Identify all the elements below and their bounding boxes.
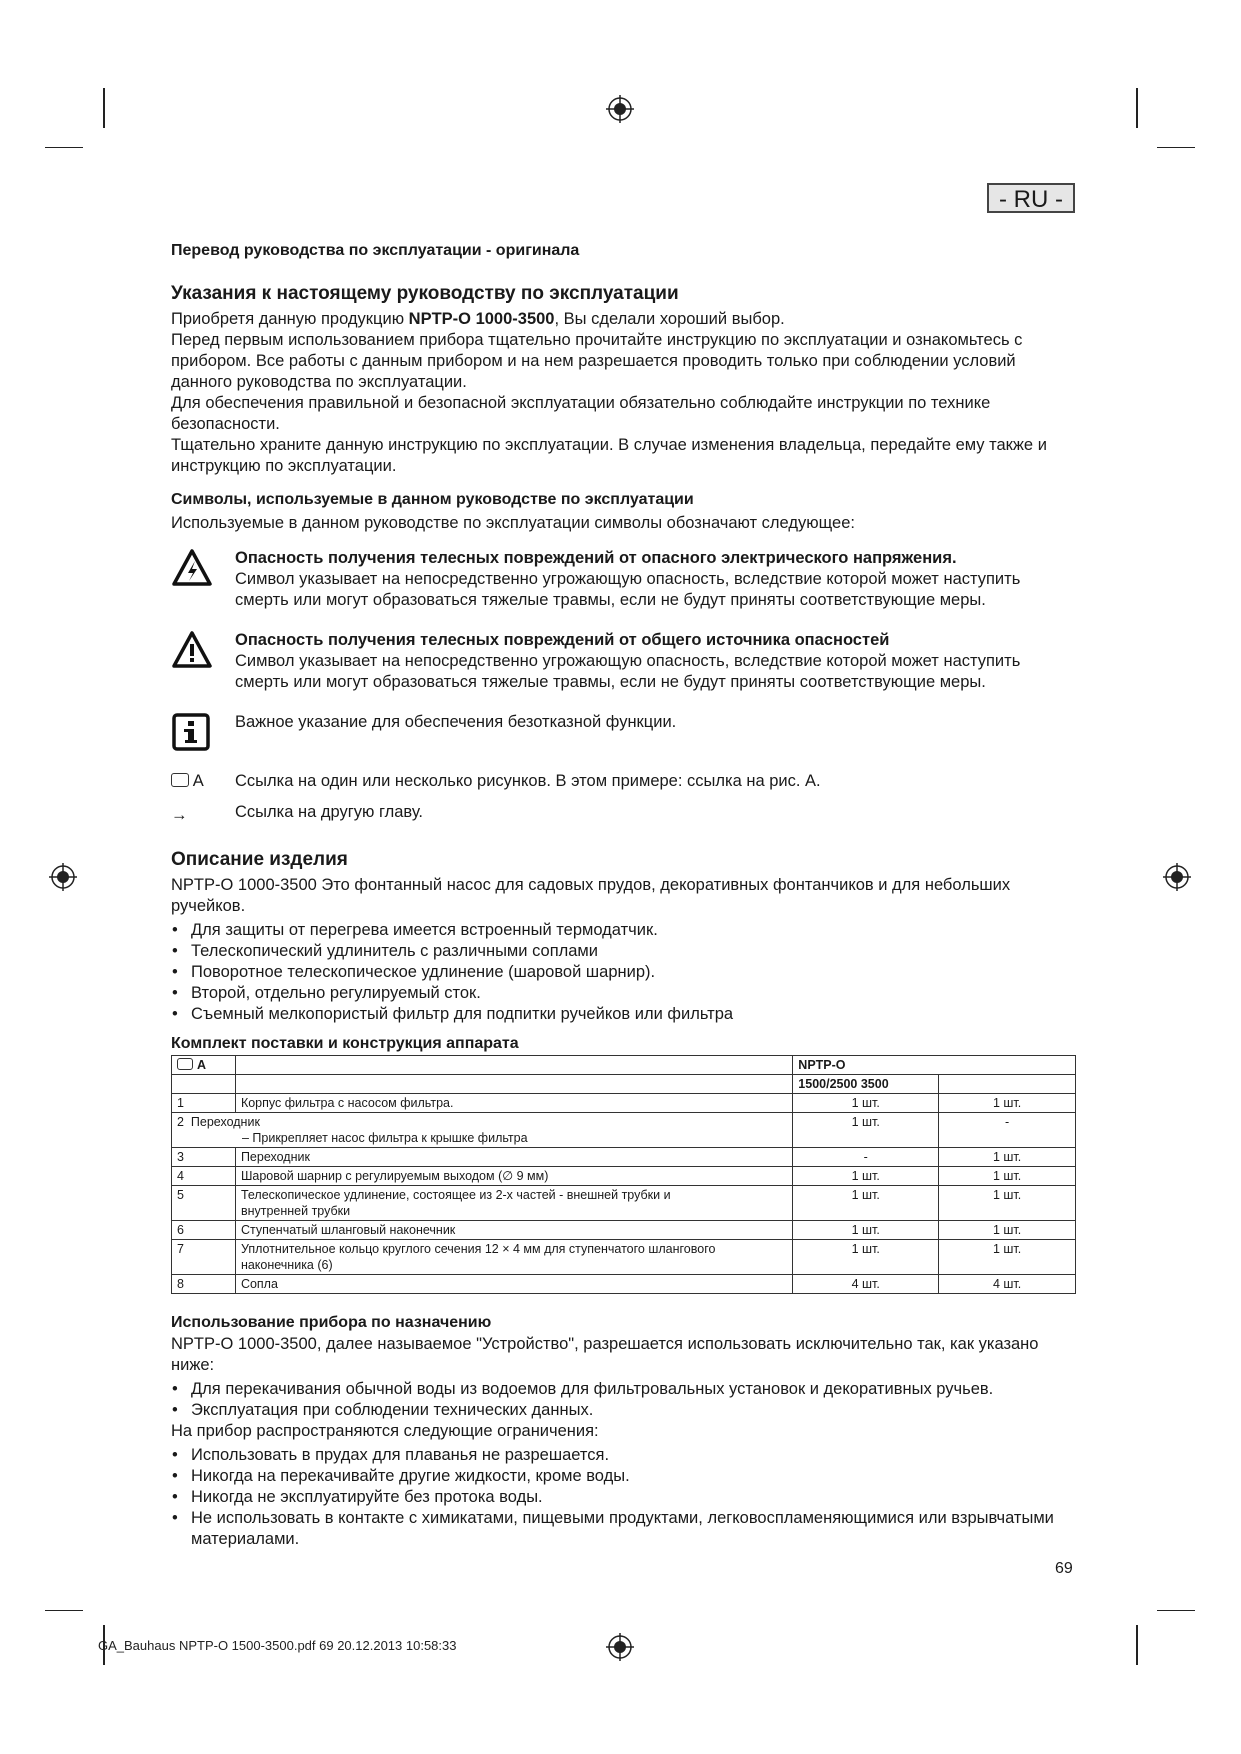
section-description: [171, 848, 1076, 1025]
list-item: • Телескопический удлинитель с различными соплами: [191, 941, 1076, 962]
notes-paragraph: Для обеспечения правильной и безопасной эксплуатации обязательно соблюдайте инструкции по технике безопасности.: [171, 394, 991, 433]
document-title: Перевод руководства по эксплуатации - оригинала: [171, 242, 580, 259]
symbol-text: Важное указание для обеспечения безотказной функции.: [235, 713, 677, 731]
section-usage: [171, 1312, 1076, 1550]
registration-mark-icon: [48, 862, 78, 892]
description-heading: Описание изделия: [171, 849, 348, 870]
crop-mark: [1136, 1625, 1138, 1665]
crop-mark: [45, 147, 83, 148]
print-footer: GA_Bauhaus NPTP-O 1500-3500.pdf 69 20.12.2013 10:58:33: [98, 1638, 457, 1653]
crop-mark: [1157, 1610, 1195, 1611]
usage-list: [171, 1379, 1076, 1421]
symbol-row: [171, 630, 1076, 693]
table-row: 1 Корпус фильтра с насосом фильтра. 1 шт. 1 шт.: [172, 1094, 1076, 1113]
crop-mark: [1157, 147, 1195, 148]
table-row: 6 Ступенчатый шланговый наконечник 1 шт. 1 шт.: [172, 1221, 1076, 1240]
notes-paragraph: Перед первым использованием прибора тщательно прочитайте инструкцию по эксплуатации и ознакомьтесь с прибором. Все работы с данным прибором и на нем разрешается проводить только при соблюдении условий данного руководства по эксплуатации.: [171, 331, 1023, 391]
list-item: • Использовать в прудах для плаванья не разрешается.: [191, 1445, 1076, 1466]
info-icon: [171, 712, 211, 752]
usage-heading: Использование прибора по назначению: [171, 1314, 492, 1331]
notes-paragraph: Приобретя данную продукцию NPTP-O 1000-3500, Вы сделали хороший выбор.: [171, 310, 785, 328]
restrictions-list: [171, 1445, 1076, 1550]
usage-intro: NPTP-O 1000-3500, далее называемое "Устройство", разрешается использовать исключительно так, как указано ниже:: [171, 1335, 1039, 1374]
symbol-title: Опасность получения телесных повреждений от общего источника опасностей: [235, 631, 890, 649]
symbol-title: Опасность получения телесных повреждений от опасного электрического напряжения.: [235, 549, 957, 567]
list-item: • Никогда не эксплуатируйте без протока воды.: [191, 1487, 1076, 1508]
list-item: • Второй, отдельно регулируемый сток.: [191, 983, 1076, 1004]
section-supply: [171, 1033, 1076, 1294]
page-number: 69: [1055, 1560, 1073, 1577]
figure-ref-icon: [177, 1058, 193, 1070]
product-name: NPTP-O 1000-3500: [408, 310, 555, 328]
list-item: • Не использовать в контакте с химикатами, пищевыми продуктами, легковоспламеняющимися или взрывчатыми материалами.: [191, 1508, 1076, 1550]
symbols-intro: Используемые в данном руководстве по эксплуатации символы обозначают следующее:: [171, 514, 855, 532]
symbol-row: [171, 712, 1076, 757]
notes-paragraph: Тщательно храните данную инструкцию по эксплуатации. В случае изменения владельца, передайте ему также и инструкцию по эксплуатации.: [171, 436, 1047, 475]
symbol-row: [171, 802, 1076, 826]
crop-mark: [103, 88, 105, 128]
supply-heading: Комплект поставки и конструкция аппарата: [171, 1035, 519, 1052]
symbol-text: Символ указывает на непосредственно угрожающую опасность, вследствие которой может наступить смерть или могут образоваться тяжелые травмы, если не будут приняты соответствующие меры.: [235, 570, 1021, 609]
registration-mark-icon: [1162, 862, 1192, 892]
language-tag: - RU -: [987, 183, 1075, 213]
symbol-row: [171, 548, 1076, 611]
table-header-row: A NPTP-O: [172, 1056, 1076, 1075]
list-item: • Поворотное телескопическое удлинение (шаровой шарнир).: [191, 962, 1076, 983]
feature-list: [171, 920, 1076, 1025]
general-hazard-icon: [171, 630, 213, 670]
symbol-row: A Ссылка на один или несколько рисунков. В этом примере: ссылка на рис. А.: [171, 771, 1076, 792]
section-symbols: [171, 489, 1076, 826]
table-row: 2 Переходник – Прикрепляет насос фильтра к крышке фильтра 1 шт. -: [172, 1113, 1076, 1148]
sizes-header: 1500/2500 3500: [793, 1075, 939, 1094]
registration-mark-icon: [605, 94, 635, 124]
list-item: • Для перекачивания обычной воды из водоемов для фильтровальных установок и декоративных ручьев.: [191, 1379, 1076, 1400]
figure-ref-icon: [171, 773, 189, 787]
section-notes: [171, 282, 1076, 477]
arrow-right-icon: →: [171, 806, 188, 824]
symbol-text: Символ указывает на непосредственно угрожающую опасность, вследствие которой может наступить смерть или могут образоваться тяжелые травмы, если не будут приняты соответствующие меры.: [235, 652, 1021, 691]
model-header: NPTP-O: [793, 1056, 1076, 1075]
table-row: 7 Уплотнительное кольцо круглого сечения 12 × 4 мм для ступенчатого шлангового наконечника (6) 1 шт. 1 шт.: [172, 1240, 1076, 1275]
symbol-text: Ссылка на один или несколько рисунков. В этом примере: ссылка на рис. А.: [235, 772, 821, 790]
table-row: 5 Телескопическое удлинение, состоящее из 2-х частей - внешней трубки и внутренней трубки 1 шт. 1 шт.: [172, 1186, 1076, 1221]
table-row: 8 Сопла 4 шт. 4 шт.: [172, 1275, 1076, 1294]
electric-hazard-icon: [171, 548, 213, 588]
list-item: • Эксплуатация при соблюдении технических данных.: [191, 1400, 1076, 1421]
table-row: 4 Шаровой шарнир с регулируемым выходом (∅ 9 мм) 1 шт. 1 шт.: [172, 1167, 1076, 1186]
symbol-text: Ссылка на другую главу.: [235, 803, 424, 821]
list-item: • Для защиты от перегрева имеется встроенный термодатчик.: [191, 920, 1076, 941]
table-header-row: [172, 1075, 1076, 1094]
list-item: • Съемный мелкопористый фильтр для подпитки ручейков или фильтра: [191, 1004, 1076, 1025]
registration-mark-icon: [605, 1632, 635, 1662]
crop-mark: [45, 1610, 83, 1611]
content: [171, 240, 1076, 1550]
list-item: • Никогда на перекачивайте другие жидкости, кроме воды.: [191, 1466, 1076, 1487]
notes-heading: Указания к настоящему руководству по эксплуатации: [171, 283, 679, 304]
symbols-heading: Символы, используемые в данном руководстве по эксплуатации: [171, 491, 694, 508]
table-row: 3 Переходник - 1 шт.: [172, 1148, 1076, 1167]
crop-mark: [1136, 88, 1138, 128]
description-intro: NPTP-O 1000-3500 Это фонтанный насос для садовых прудов, декоративных фонтанчиков и для небольших ручейков.: [171, 876, 1011, 915]
restrictions-intro: На прибор распространяются следующие ограничения:: [171, 1422, 599, 1440]
supply-table: [171, 1055, 1076, 1294]
